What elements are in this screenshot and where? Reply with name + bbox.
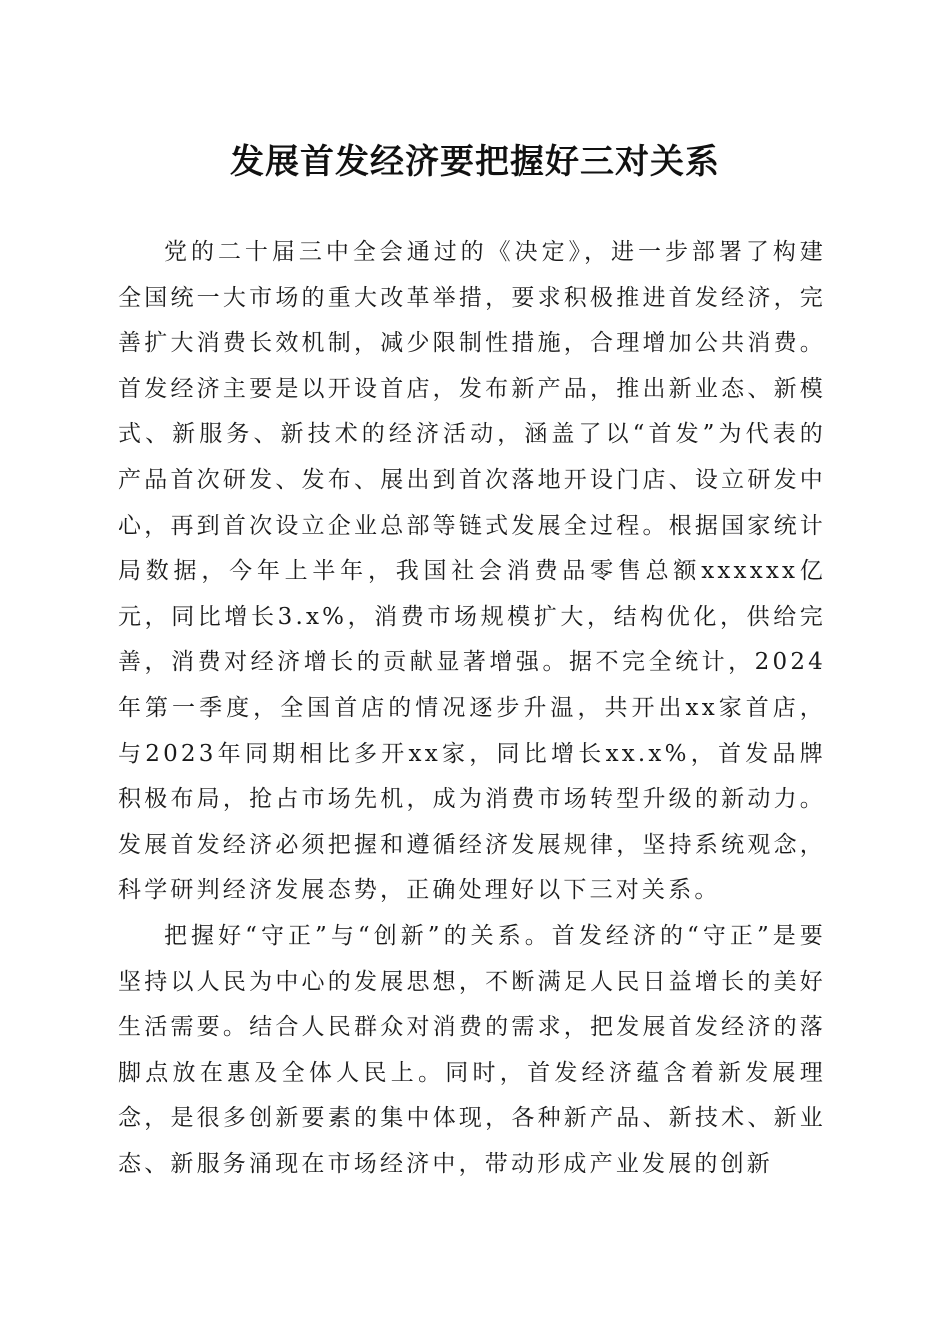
paragraph-intro: 党的二十届三中全会通过的《决定》，进一步部署了构建全国统一大市场的重大改革举措，要求积极推进首发经济，完善扩大消费长效机制，减少限制性措施，合理增加公共消费。首发经济主要是以开设首店，发布新产品，推出新业态、新模式、新服务、新技术的经济活动，涵盖了以“首发”为代表的产品首次研发、发布、展出到首次落地开设门店、设立研发中心，再到首次设立企业总部等链式发展全过程。根据国家统计局数据，今年上半年，我国社会消费品零售总额xxxxxx亿元，同比增长3.x%，消费市场规模扩大，结构优化，供给完善，消费对经济增长的贡献显著增强。据不完全统计，2024年第一季度，全国首店的情况逐步升温，共开出xx家首店，与2023年同期相比多开xx家，同比增长xx.x%，首发品牌积极布局，抢占市场先机，成为消费市场转型升级的新动力。发展首发经济必须把握和遵循经济发展规律，坚持系统观念，科学研判经济发展态势，正确处理好以下三对关系。	[118, 239, 826, 904]
document-body	[118, 230, 826, 1187]
paragraph-shouzheng-chuangxin: 把握好“守正”与“创新”的关系。首发经济的“守正”是要坚持以人民为中心的发展思想，不断满足人民日益增长的美好生活需要。结合人民群众对消费的需求，把发展首发经济的落脚点放在惠及全体人民上。同时，首发经济蕴含着新发展理念，是很多创新要素的集中体现，各种新产品、新技术、新业态、新服务涌现在市场经济中，带动形成产业发展的创新	[118, 922, 826, 1177]
document-title: 发展首发经济要把握好三对关系	[230, 142, 720, 182]
